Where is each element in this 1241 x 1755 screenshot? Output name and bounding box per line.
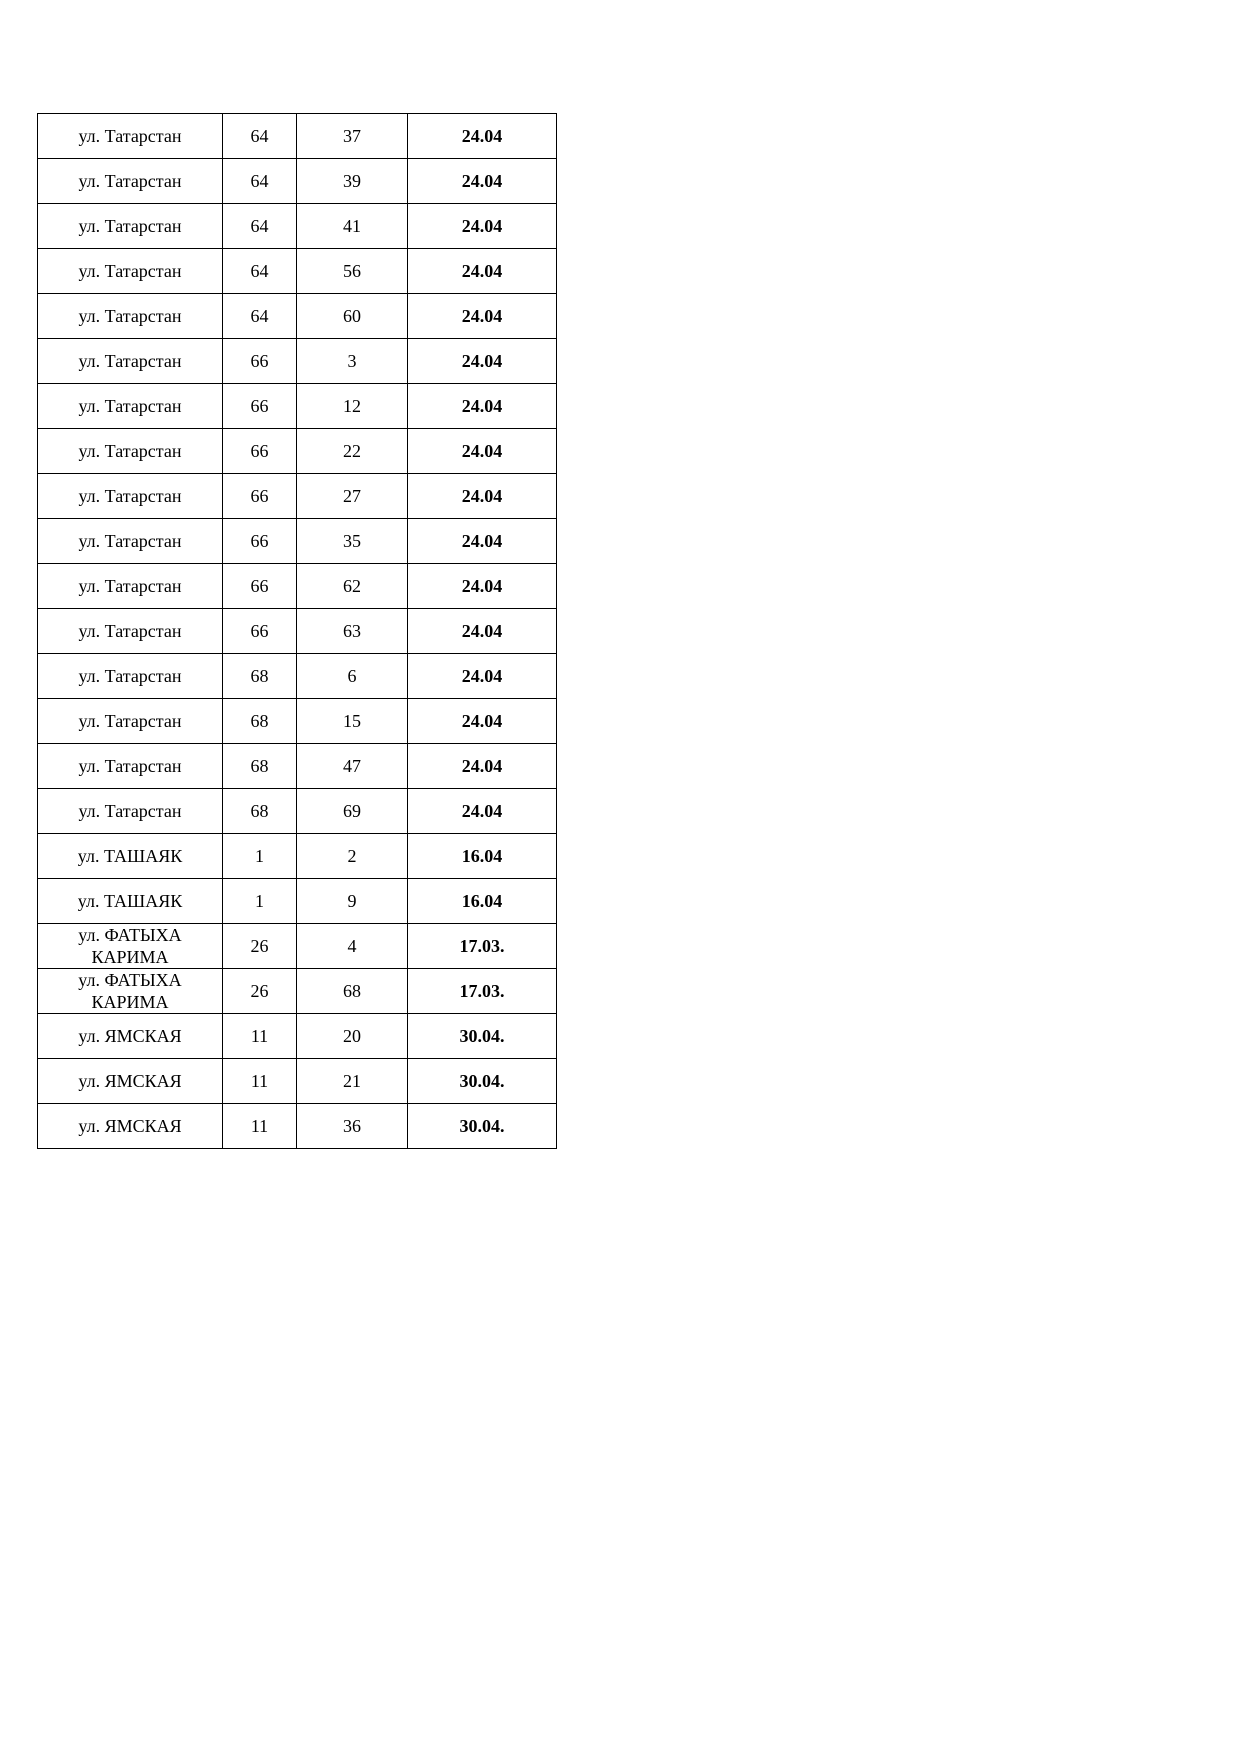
table-row xyxy=(38,1104,557,1149)
table-row xyxy=(38,789,557,834)
apartment-number-cell: 22 xyxy=(297,429,408,474)
date-cell: 30.04. xyxy=(408,1104,557,1149)
table-row xyxy=(38,969,557,1014)
date-cell: 24.04 xyxy=(408,114,557,159)
address-table-body xyxy=(38,114,557,1149)
street-cell: ул. Татарстан xyxy=(38,744,223,789)
street-cell: ул. Татарстан xyxy=(38,789,223,834)
table-row xyxy=(38,519,557,564)
house-number-cell: 66 xyxy=(223,609,297,654)
date-cell: 24.04 xyxy=(408,564,557,609)
street-cell: ул. Татарстан xyxy=(38,564,223,609)
house-number-cell: 66 xyxy=(223,564,297,609)
date-cell: 24.04 xyxy=(408,204,557,249)
table-row xyxy=(38,924,557,969)
street-cell: ул. Татарстан xyxy=(38,474,223,519)
table-row xyxy=(38,654,557,699)
house-number-cell: 11 xyxy=(223,1014,297,1059)
table-row xyxy=(38,564,557,609)
house-number-cell: 64 xyxy=(223,114,297,159)
apartment-number-cell: 37 xyxy=(297,114,408,159)
table-row xyxy=(38,204,557,249)
house-number-cell: 64 xyxy=(223,159,297,204)
house-number-cell: 66 xyxy=(223,384,297,429)
date-cell: 24.04 xyxy=(408,474,557,519)
street-cell: ул. Татарстан xyxy=(38,114,223,159)
street-cell: ул. ТАШАЯК xyxy=(38,879,223,924)
street-cell: ул. Татарстан xyxy=(38,339,223,384)
date-cell: 24.04 xyxy=(408,609,557,654)
table-row xyxy=(38,1014,557,1059)
apartment-number-cell: 56 xyxy=(297,249,408,294)
apartment-number-cell: 39 xyxy=(297,159,408,204)
table-row xyxy=(38,474,557,519)
street-cell: ул. Татарстан xyxy=(38,204,223,249)
house-number-cell: 66 xyxy=(223,429,297,474)
street-cell: ул. ЯМСКАЯ xyxy=(38,1014,223,1059)
date-cell: 24.04 xyxy=(408,339,557,384)
house-number-cell: 68 xyxy=(223,744,297,789)
street-cell: ул. Татарстан xyxy=(38,654,223,699)
house-number-cell: 26 xyxy=(223,969,297,1014)
house-number-cell: 68 xyxy=(223,789,297,834)
apartment-number-cell: 6 xyxy=(297,654,408,699)
date-cell: 24.04 xyxy=(408,519,557,564)
date-cell: 24.04 xyxy=(408,429,557,474)
table-row xyxy=(38,429,557,474)
apartment-number-cell: 27 xyxy=(297,474,408,519)
date-cell: 24.04 xyxy=(408,294,557,339)
apartment-number-cell: 36 xyxy=(297,1104,408,1149)
street-cell: ул. Татарстан xyxy=(38,384,223,429)
street-cell: ул. ЯМСКАЯ xyxy=(38,1059,223,1104)
street-cell: ул. ЯМСКАЯ xyxy=(38,1104,223,1149)
apartment-number-cell: 60 xyxy=(297,294,408,339)
date-cell: 24.04 xyxy=(408,384,557,429)
apartment-number-cell: 4 xyxy=(297,924,408,969)
date-cell: 24.04 xyxy=(408,654,557,699)
date-cell: 30.04. xyxy=(408,1014,557,1059)
date-cell: 24.04 xyxy=(408,789,557,834)
street-cell: ул. Татарстан xyxy=(38,429,223,474)
table-row xyxy=(38,834,557,879)
house-number-cell: 64 xyxy=(223,294,297,339)
date-cell: 24.04 xyxy=(408,744,557,789)
street-cell: ул. Татарстан xyxy=(38,159,223,204)
house-number-cell: 11 xyxy=(223,1104,297,1149)
house-number-cell: 68 xyxy=(223,699,297,744)
apartment-number-cell: 35 xyxy=(297,519,408,564)
address-table xyxy=(37,113,557,1149)
house-number-cell: 68 xyxy=(223,654,297,699)
apartment-number-cell: 9 xyxy=(297,879,408,924)
table-row xyxy=(38,249,557,294)
street-cell: ул. ТАШАЯК xyxy=(38,834,223,879)
table-row xyxy=(38,384,557,429)
apartment-number-cell: 47 xyxy=(297,744,408,789)
apartment-number-cell: 3 xyxy=(297,339,408,384)
house-number-cell: 1 xyxy=(223,834,297,879)
apartment-number-cell: 12 xyxy=(297,384,408,429)
apartment-number-cell: 15 xyxy=(297,699,408,744)
apartment-number-cell: 2 xyxy=(297,834,408,879)
street-cell: ул. Татарстан xyxy=(38,249,223,294)
house-number-cell: 64 xyxy=(223,249,297,294)
date-cell: 17.03. xyxy=(408,924,557,969)
apartment-number-cell: 41 xyxy=(297,204,408,249)
street-cell: ул. Татарстан xyxy=(38,699,223,744)
date-cell: 24.04 xyxy=(408,249,557,294)
street-cell: ул. Татарстан xyxy=(38,609,223,654)
apartment-number-cell: 20 xyxy=(297,1014,408,1059)
house-number-cell: 11 xyxy=(223,1059,297,1104)
house-number-cell: 66 xyxy=(223,519,297,564)
date-cell: 24.04 xyxy=(408,159,557,204)
house-number-cell: 66 xyxy=(223,339,297,384)
table-row xyxy=(38,879,557,924)
date-cell: 16.04 xyxy=(408,834,557,879)
street-cell: ул. ФАТЫХА КАРИМА xyxy=(38,924,223,969)
date-cell: 24.04 xyxy=(408,699,557,744)
apartment-number-cell: 69 xyxy=(297,789,408,834)
apartment-number-cell: 63 xyxy=(297,609,408,654)
house-number-cell: 64 xyxy=(223,204,297,249)
house-number-cell: 26 xyxy=(223,924,297,969)
table-row xyxy=(38,159,557,204)
street-cell: ул. ФАТЫХА КАРИМА xyxy=(38,969,223,1014)
house-number-cell: 1 xyxy=(223,879,297,924)
street-cell: ул. Татарстан xyxy=(38,294,223,339)
date-cell: 30.04. xyxy=(408,1059,557,1104)
house-number-cell: 66 xyxy=(223,474,297,519)
apartment-number-cell: 21 xyxy=(297,1059,408,1104)
apartment-number-cell: 62 xyxy=(297,564,408,609)
table-row xyxy=(38,294,557,339)
date-cell: 16.04 xyxy=(408,879,557,924)
table-row xyxy=(38,609,557,654)
street-cell: ул. Татарстан xyxy=(38,519,223,564)
apartment-number-cell: 68 xyxy=(297,969,408,1014)
table-row xyxy=(38,339,557,384)
date-cell: 17.03. xyxy=(408,969,557,1014)
table-row xyxy=(38,699,557,744)
table-row xyxy=(38,744,557,789)
table-row xyxy=(38,1059,557,1104)
table-row xyxy=(38,114,557,159)
